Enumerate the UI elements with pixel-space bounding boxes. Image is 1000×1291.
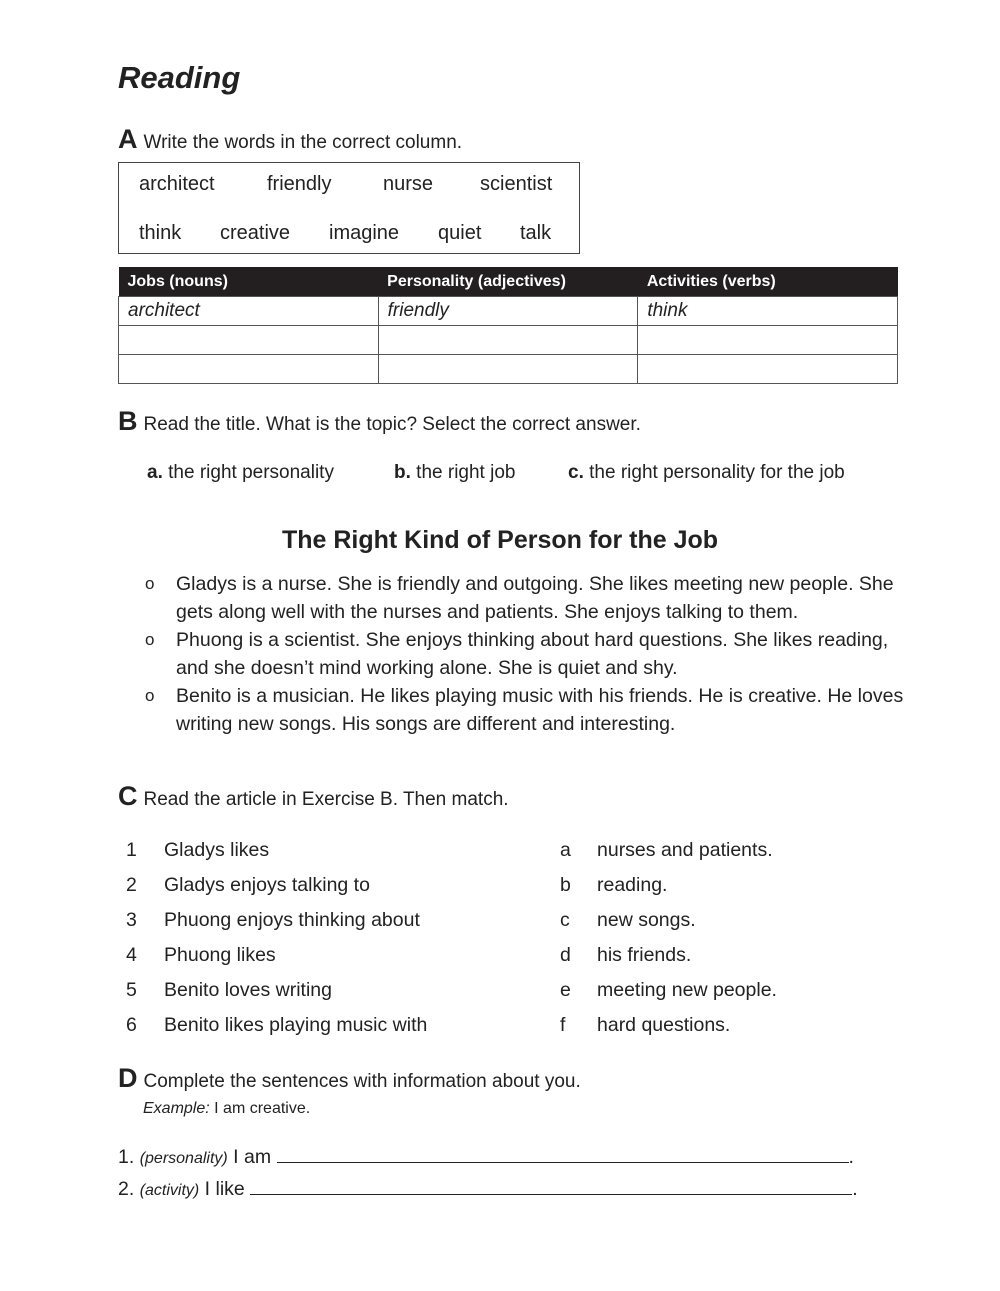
match-right-text[interactable]: his friends. [597, 944, 692, 966]
match-letter: d [560, 944, 571, 966]
match-left-text[interactable]: Gladys enjoys talking to [164, 874, 370, 896]
word-item[interactable]: talk [520, 222, 552, 244]
match-number: 1 [126, 839, 137, 861]
option-text: the right job [416, 462, 516, 483]
word-item[interactable]: friendly [267, 173, 332, 195]
section-a-letter: A [118, 124, 138, 154]
section-c-instruction: Read the article in Exercise B. Then match. [143, 789, 509, 810]
match-left-text[interactable]: Benito loves writing [164, 979, 332, 1001]
table-header-row [119, 267, 898, 297]
word-item[interactable]: nurse [383, 173, 434, 195]
section-b-instruction: Read the title. What is the topic? Select the correct answer. [143, 414, 641, 435]
option-text: the right personality for the job [589, 462, 845, 483]
table-cell[interactable]: architect [119, 297, 379, 326]
match-number: 4 [126, 944, 137, 966]
item-end: . [848, 1146, 854, 1168]
section-c-letter: C [118, 781, 138, 811]
bullet-circle-icon: o [145, 574, 155, 593]
fill-sentence-1 [118, 1144, 854, 1169]
table-row [119, 326, 898, 355]
word-bank [118, 162, 580, 254]
item-number: 1. [118, 1146, 135, 1168]
paragraph-text: Gladys is a nurse. She is friendly and outgoing. She likes meeting new people. She gets along well with the nurses and patients. She enjoys talking to them. [176, 573, 894, 623]
option-text: the right personality [168, 462, 334, 483]
table-cell[interactable]: friendly [378, 297, 638, 326]
word-item[interactable]: think [139, 222, 182, 244]
table-row [119, 297, 898, 326]
match-right-text[interactable]: reading. [597, 874, 668, 896]
word-item[interactable]: scientist [480, 173, 553, 195]
match-letter: c [560, 909, 570, 931]
section-b-heading [118, 406, 641, 437]
match-left-text[interactable]: Benito likes playing music with [164, 1014, 428, 1036]
word-item[interactable]: architect [139, 173, 215, 195]
section-d-letter: D [118, 1063, 138, 1093]
page-title: Reading [118, 60, 241, 95]
list-item [145, 682, 905, 738]
match-right-text[interactable]: nurses and patients. [597, 839, 773, 861]
section-d-heading [118, 1063, 581, 1094]
match-left-text[interactable]: Phuong enjoys thinking about [164, 909, 420, 931]
list-item [145, 570, 905, 626]
paragraph-text: Phuong is a scientist. She enjoys thinking about hard questions. She likes reading, and she doesn’t mind working alone. She is quiet and shy. [176, 629, 889, 679]
option-c[interactable] [568, 462, 845, 484]
item-hint: (activity) [139, 1182, 200, 1199]
table-cell[interactable] [638, 355, 898, 384]
item-end: . [852, 1178, 858, 1200]
section-a-instruction: Write the words in the correct column. [143, 132, 463, 153]
header-jobs: Jobs (nouns) [119, 267, 379, 297]
option-label: a. [147, 462, 163, 483]
match-number: 2 [126, 874, 137, 896]
match-number: 3 [126, 909, 137, 931]
word-columns-table [118, 267, 898, 384]
word-item[interactable]: imagine [329, 222, 400, 244]
header-activities: Activities (verbs) [638, 267, 898, 297]
match-right-text[interactable]: hard questions. [597, 1014, 731, 1036]
section-c-heading [118, 781, 509, 812]
item-prompt: I like [204, 1178, 245, 1200]
article-title: The Right Kind of Person for the Job [281, 526, 719, 554]
word-item[interactable]: quiet [438, 222, 482, 244]
match-left-text[interactable]: Gladys likes [164, 839, 270, 861]
match-number: 6 [126, 1014, 137, 1036]
section-b-letter: B [118, 406, 138, 436]
table-cell[interactable] [378, 355, 638, 384]
option-b[interactable] [394, 462, 515, 484]
table-cell[interactable] [638, 326, 898, 355]
example-text: I am creative. [214, 1100, 311, 1117]
list-item [145, 626, 905, 682]
table-cell[interactable]: think [638, 297, 898, 326]
item-number: 2. [118, 1178, 135, 1200]
table-cell[interactable] [119, 326, 379, 355]
match-left-text[interactable]: Phuong likes [164, 944, 276, 966]
table-row [119, 355, 898, 384]
fill-sentence-2 [118, 1176, 858, 1201]
answer-blank[interactable] [250, 1176, 852, 1195]
article-paragraphs [145, 570, 905, 738]
answer-blank[interactable] [277, 1144, 849, 1163]
match-number: 5 [126, 979, 137, 1001]
item-hint: (personality) [139, 1150, 228, 1167]
example-line [143, 1100, 310, 1118]
table-cell[interactable] [119, 355, 379, 384]
section-a-heading [118, 124, 462, 155]
bullet-circle-icon: o [145, 686, 155, 705]
option-label: c. [568, 462, 584, 483]
match-letter: a [560, 839, 571, 861]
bullet-circle-icon: o [145, 630, 155, 649]
example-label: Example: [143, 1100, 210, 1117]
option-label: b. [394, 462, 411, 483]
match-letter: e [560, 979, 571, 1001]
option-a[interactable] [147, 462, 334, 484]
match-letter: f [560, 1014, 566, 1036]
section-d-instruction: Complete the sentences with information about you. [143, 1071, 581, 1092]
paragraph-text: Benito is a musician. He likes playing music with his friends. He is creative. He loves writing new songs. His songs are different and interesting. [176, 685, 904, 735]
match-right-text[interactable]: meeting new people. [597, 979, 777, 1001]
item-prompt: I am [233, 1146, 272, 1168]
match-letter: b [560, 874, 571, 896]
table-cell[interactable] [378, 326, 638, 355]
header-personality: Personality (adjectives) [378, 267, 638, 297]
word-item[interactable]: creative [220, 222, 291, 244]
match-right-text[interactable]: new songs. [597, 909, 696, 931]
